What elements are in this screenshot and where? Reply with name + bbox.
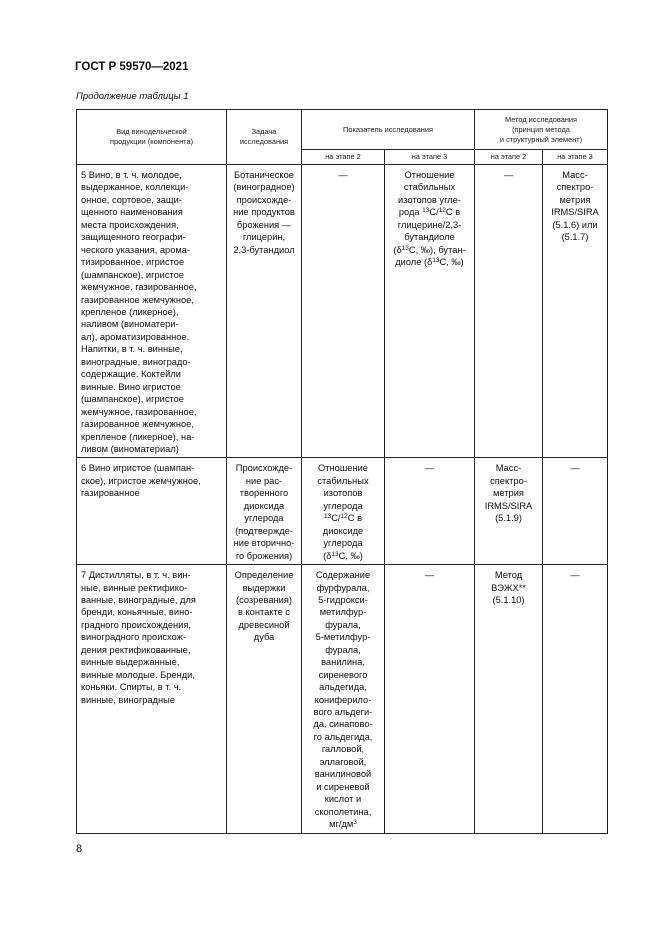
header-method-stage3: на этапе 3 <box>543 150 608 165</box>
cell-line: бренди, коньячные, вино- <box>81 607 193 618</box>
cell-line: древесиной <box>238 619 290 630</box>
cell-line: — <box>503 170 514 180</box>
cell-indicator-stage2: Отношение стабильных изотопов углерода $^{13}$C/$^{12}$C в диоксиде углерода ($\delta^{13}C$, ‰) <box>302 458 385 565</box>
header-indicator-stage2: на этапе 2 <box>302 150 385 165</box>
cell-indicator-stage3: Отношение стабильных изотопов угле- рода $^{13}$C/$^{12}$C в глицерине/2,3- бутандиоле ($\delta^{13}C$, ‰), бутан- диоле ($\delta^{13}C$, ‰) <box>385 165 475 458</box>
cell-line: метрия <box>559 194 591 205</box>
cell-line: спектро- <box>490 475 527 486</box>
cell-line: винные выдержанные, <box>81 657 180 668</box>
cell-line: виноградного происхож- <box>81 632 186 643</box>
cell-line: ское), игристое жемчужное, <box>81 475 201 486</box>
cell-line: творенного <box>239 488 289 499</box>
cell-product <box>77 458 227 565</box>
table-row <box>77 458 608 565</box>
cell-line: дения ректификованные, <box>81 644 191 655</box>
cell-product <box>77 165 227 458</box>
cell-line: жемчужное, газированное, <box>81 406 197 417</box>
cell-line: коньяки. Спирты, в т. ч. <box>81 682 182 693</box>
cell-line: (5.1.10) <box>492 594 525 605</box>
cell-line: винные, виноградные <box>81 694 175 705</box>
cell-method-stage2 <box>475 565 543 834</box>
table-continuation-caption: Продолжение таблицы 1 <box>76 91 189 102</box>
cell-indicator-stage2 <box>302 165 385 458</box>
cell-method-stage2 <box>475 458 543 565</box>
cell-method-stage3 <box>543 565 608 834</box>
cell-line: — <box>570 463 580 474</box>
cell-line: — <box>424 570 435 581</box>
cell-line: места происхождения, <box>81 219 179 230</box>
cell-line: тизированное, игристое <box>81 257 185 268</box>
cell-line: го брожения) <box>235 550 293 561</box>
cell-line: углерода <box>244 513 284 524</box>
cell-indicator-stage2: Содержание фурфурала, 5-гидрокси- метилфур- фурала, 5-метилфур- фурала, ванилина, сиреневого альдегида, кониферило- вого альдеги- да, синапово- го альдегида, галловой, эллаговой, ванилиновой и сиреневой кислот и скополетина, $мг/дм^3$ <box>302 565 385 834</box>
cell-line: 2,3-бутандиол <box>233 244 295 255</box>
cell-line: наливом (виноматери- <box>81 319 179 330</box>
header-task: Задача исследования <box>227 110 302 165</box>
cell-line: ал), ароматизированное. <box>81 331 190 342</box>
cell-method-stage3 <box>543 458 608 565</box>
cell-line: (5.1.7) <box>561 232 589 243</box>
cell-line: (шампанское), игристое <box>81 269 184 280</box>
cell-line: го альдегида, <box>313 731 373 742</box>
page-number: 8 <box>76 843 83 855</box>
cell-line: (5.1.6) или <box>552 219 598 230</box>
header-product: Вид винодельческой продукции (компонента) <box>77 110 227 165</box>
header-indicator-stage3: на этапе 3 <box>385 150 475 165</box>
cell-task <box>227 165 302 458</box>
cell-task <box>227 565 302 834</box>
cell-line: ческого указания, арома- <box>81 244 191 255</box>
cell-line: Масс- <box>495 463 522 474</box>
cell-line: — <box>338 170 348 180</box>
cell-line: ВЭЖХ** <box>491 582 526 593</box>
cell-line: 5-гидрокси- <box>318 594 368 605</box>
cell-line: выдержки <box>242 582 286 593</box>
cell-line: Ботаническое <box>234 170 294 180</box>
cell-line: ние рас- <box>245 475 283 486</box>
cell-line: дуба <box>253 632 275 643</box>
cell-line: Содержание <box>315 570 371 581</box>
cell-line: Метод <box>494 570 523 581</box>
cell-line: диоксида <box>243 500 285 511</box>
cell-line: брожения — <box>236 219 292 230</box>
cell-line: IRMS/SIRA <box>551 207 599 218</box>
table-row <box>77 565 608 834</box>
table-header-row <box>77 110 608 150</box>
cell-line: (шампанское), игристое <box>81 394 184 405</box>
cell-line: в контакте с <box>237 607 291 618</box>
cell-line: и сиреневой <box>316 781 370 792</box>
cell-line: онное, сортовое, защи- <box>81 194 182 205</box>
cell-line: ванилина, <box>321 657 365 668</box>
cell-method-stage2 <box>475 165 543 458</box>
cell-line: ние вторично- <box>233 538 295 549</box>
header-method-stage2: на этапе 2 <box>475 150 543 165</box>
cell-line: фурала, <box>325 619 361 630</box>
cell-line: IRMS/SIRA <box>484 500 533 511</box>
cell-line: — <box>424 463 435 474</box>
table-row <box>77 165 608 458</box>
cell-line: ные, винные ректифико- <box>81 582 188 593</box>
cell-line: кониферило- <box>314 694 372 705</box>
cell-line: винные. Вино игристое <box>81 381 181 392</box>
cell-line: выдержанное, коллекци- <box>81 182 189 193</box>
cell-line: ванные, виноградные, для <box>81 594 196 605</box>
cell-product <box>77 565 227 834</box>
cell-line: ние продуктов <box>233 207 295 218</box>
cell-line: газированное <box>81 488 140 499</box>
cell-line: сиреневого <box>318 669 368 680</box>
cell-line: крепленое (ликерное), на- <box>81 431 195 442</box>
cell-line: защищенного географи- <box>81 232 186 243</box>
cell-line: винные молодые. Бренди, <box>81 669 195 680</box>
cell-line: (подтвержде- <box>235 525 293 536</box>
cell-line: 5 Вино, в т. ч. молодое, <box>81 170 182 180</box>
cell-line: Напитки, в т. ч. винные, <box>81 344 183 355</box>
header-indicator: Показатель исследования <box>302 110 475 150</box>
cell-line: альдегида, <box>319 682 367 693</box>
research-table <box>76 109 608 834</box>
cell-line: (созревания) <box>236 594 292 605</box>
cell-line: эллаговой, <box>319 756 367 767</box>
cell-line: галловой, <box>321 744 365 755</box>
cell-line: (5.1.9) <box>495 513 522 524</box>
cell-line: содержащие. Коктейли <box>81 369 181 380</box>
cell-indicator-stage3 <box>385 458 475 565</box>
cell-line: газированное жемчужное, <box>81 419 194 430</box>
cell-line: ванилиновой <box>314 769 372 780</box>
cell-line: спектро- <box>556 182 594 193</box>
cell-line: кислот и <box>324 794 362 805</box>
cell-line: газированное жемчужное, <box>81 294 194 305</box>
cell-line: градного происхождения, <box>81 619 191 630</box>
cell-line: вого альдеги- <box>313 707 373 718</box>
cell-line: щенного наименования <box>81 207 183 218</box>
document-header: ГОСТ Р 59570—2021 <box>75 61 189 73</box>
cell-line: глицерин, <box>242 232 286 243</box>
cell-task <box>227 458 302 565</box>
cell-line: крепленое (ликерное), <box>81 306 179 317</box>
header-method: Метод исследования (принцип метода и структурный элемент) <box>475 110 608 150</box>
cell-line: — <box>570 570 580 581</box>
cell-line: (виноградное) <box>233 182 295 193</box>
cell-method-stage3 <box>543 165 608 458</box>
cell-line: фурала, <box>325 644 361 655</box>
cell-line: Масс- <box>562 170 588 180</box>
cell-line: 6 Вино игристое (шампан- <box>81 463 195 474</box>
cell-line: метрия <box>493 488 524 499</box>
cell-line: 5-метилфур- <box>315 632 371 643</box>
cell-line: Происхожде- <box>235 463 293 474</box>
cell-indicator-stage3 <box>385 565 475 834</box>
cell-line: Определение <box>234 570 294 581</box>
cell-line: жемчужное, газированное, <box>81 282 197 293</box>
cell-line: да, синапово- <box>313 719 373 730</box>
cell-line: фурфурала, <box>316 582 370 593</box>
cell-line: метилфур- <box>319 607 367 618</box>
cell-line: скополетина, <box>314 806 372 817</box>
cell-line: виноградные, виноградо- <box>81 356 191 367</box>
cell-line: ливом (виноматериал) <box>81 443 179 454</box>
cell-line: 7 Дистилляты, в т. ч. вин- <box>81 570 191 581</box>
cell-line: происхожде- <box>236 194 292 205</box>
